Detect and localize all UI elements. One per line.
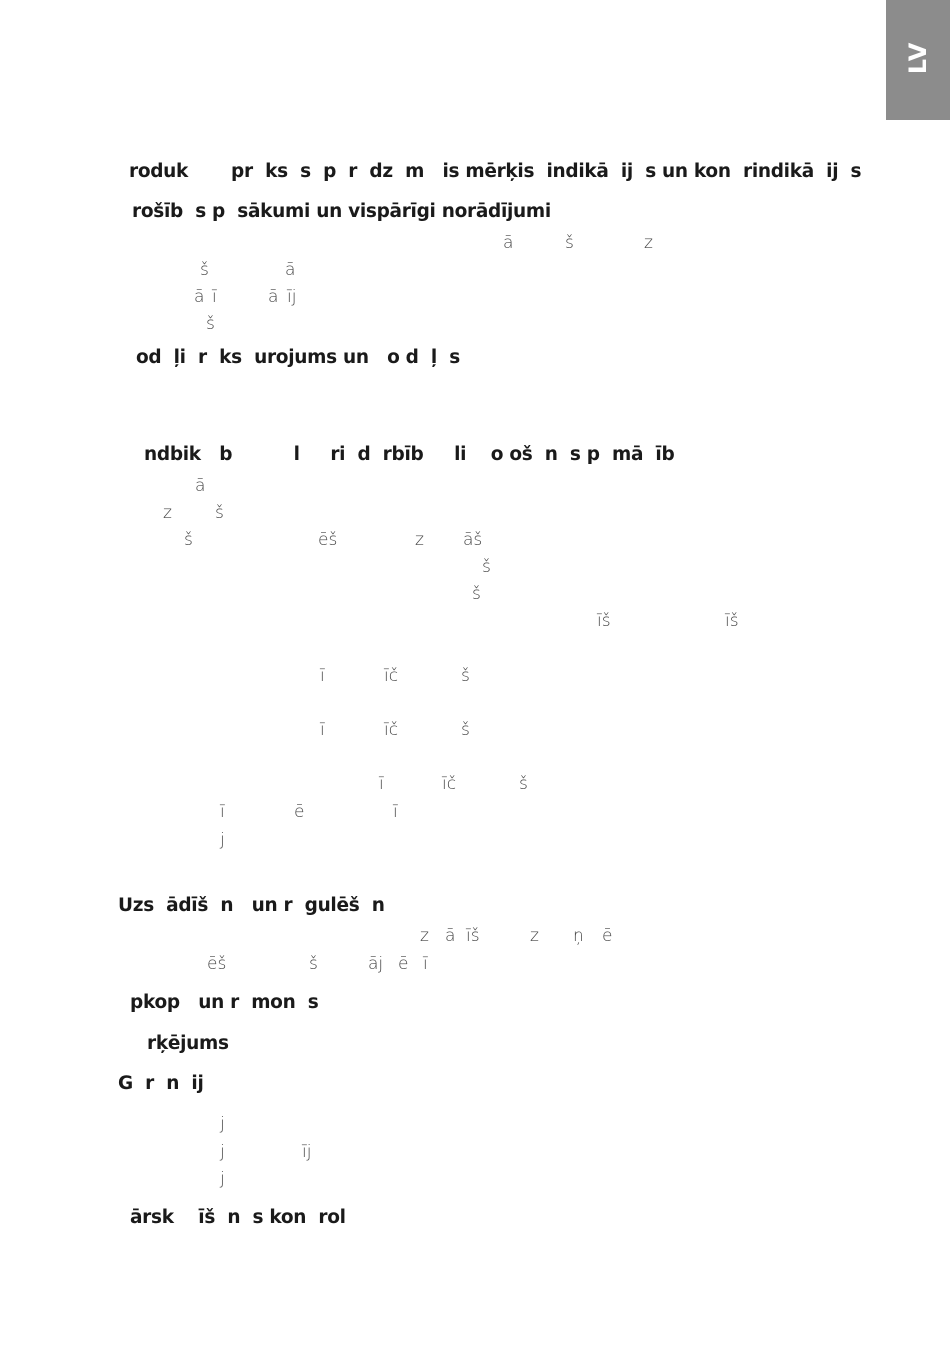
heading-quality-control: ārsk īš n s kon rol xyxy=(130,1207,346,1228)
text-fragment: š xyxy=(184,530,193,550)
text-fragment: ē xyxy=(294,802,305,822)
heading-parts-description: od ļi r ks urojums un o d ļ s xyxy=(136,347,460,368)
text-fragment: z xyxy=(644,233,653,253)
text-fragment: j xyxy=(220,1114,225,1134)
text-fragment: ņ xyxy=(573,926,584,946)
text-fragment: ēš xyxy=(207,954,227,974)
text-fragment: š xyxy=(461,720,470,740)
text-fragment: š xyxy=(519,774,528,794)
text-fragment: ī xyxy=(320,666,325,686)
text-fragment: ī xyxy=(379,774,384,794)
text-fragment: z xyxy=(420,926,429,946)
text-fragment: š xyxy=(472,584,481,604)
text-fragment: ī xyxy=(423,954,428,974)
text-fragment: š xyxy=(215,503,224,523)
text-fragment: īč xyxy=(384,720,399,740)
text-fragment: š xyxy=(309,954,318,974)
text-fragment: ā xyxy=(285,260,296,280)
heading-maintenance-repair: pkop un r mon s xyxy=(130,992,319,1013)
text-fragment: š xyxy=(482,557,491,577)
heading-installation-adjustment: Uzs ādīš n un r gulēš n xyxy=(118,895,385,916)
text-fragment: īj xyxy=(302,1142,312,1162)
text-fragment: ā xyxy=(268,287,279,307)
text-fragment: īš xyxy=(466,926,480,946)
heading-equipment: rķējums xyxy=(147,1033,229,1054)
text-fragment: īč xyxy=(384,666,399,686)
language-tab[interactable] xyxy=(886,0,950,120)
text-fragment: īš xyxy=(597,611,611,631)
text-fragment: š xyxy=(206,314,215,334)
language-tab-label: LV xyxy=(904,41,932,75)
text-fragment: ā xyxy=(194,287,205,307)
text-fragment: āš xyxy=(463,530,483,550)
text-fragment: ē xyxy=(398,954,409,974)
text-fragment: ā xyxy=(195,476,206,496)
heading-product-purpose: roduk pr ks s p r dz m is mērķis indikā ij s un kon rindikā ij s xyxy=(129,161,862,182)
heading-functional-operation: ndbik b l ri d rbīb li o oš n s p mā īb xyxy=(144,444,675,465)
text-fragment: š xyxy=(461,666,470,686)
heading-warranty: G r n ij xyxy=(118,1073,204,1094)
text-fragment: j xyxy=(220,1142,225,1162)
text-fragment: ē xyxy=(602,926,613,946)
text-fragment: z xyxy=(163,503,172,523)
text-fragment: īj xyxy=(287,287,297,307)
text-fragment: īč xyxy=(442,774,457,794)
text-fragment: īš xyxy=(725,611,739,631)
text-fragment: ī xyxy=(320,720,325,740)
heading-safety-principles: rošīb s p sākumi un vispārīgi norādījumi xyxy=(132,201,551,222)
text-fragment: j xyxy=(220,830,225,850)
text-fragment: j xyxy=(220,1169,225,1189)
text-fragment: ā xyxy=(445,926,456,946)
text-fragment: ēš xyxy=(318,530,338,550)
text-fragment: š xyxy=(565,233,574,253)
text-fragment: z xyxy=(530,926,539,946)
text-fragment: āj xyxy=(368,954,384,974)
text-fragment: ā xyxy=(503,233,514,253)
text-fragment: ī xyxy=(212,287,217,307)
text-fragment: ī xyxy=(220,802,225,822)
text-fragment: z xyxy=(415,530,424,550)
text-fragment: š xyxy=(200,260,209,280)
text-fragment: ī xyxy=(393,802,398,822)
